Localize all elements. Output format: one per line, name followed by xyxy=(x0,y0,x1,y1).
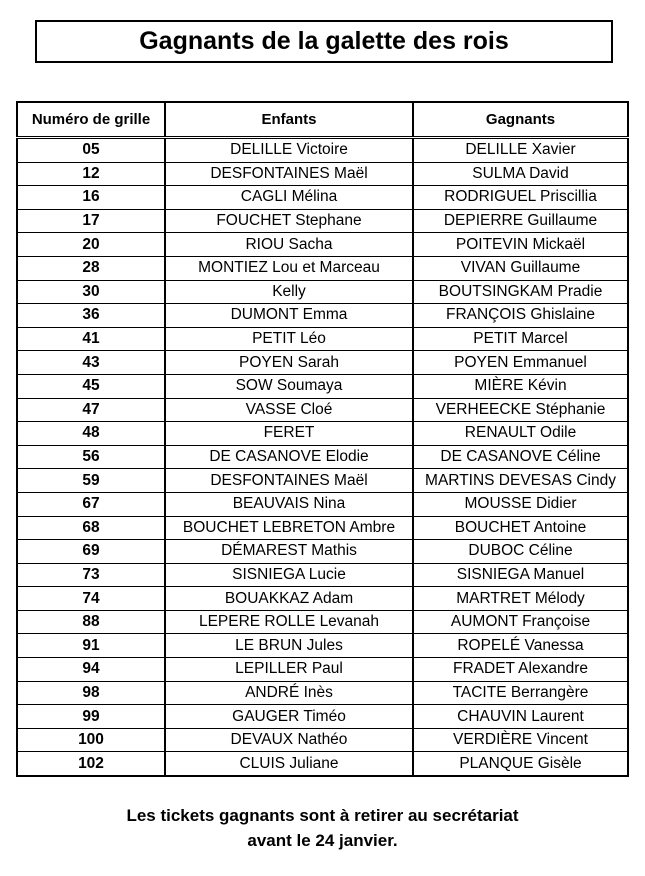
cell-winner-name: DELILLE Xavier xyxy=(413,138,628,163)
cell-winner-name: CHAUVIN Laurent xyxy=(413,705,628,729)
cell-grid-number: 67 xyxy=(17,492,165,516)
cell-child-name: GAUGER Timéo xyxy=(165,705,413,729)
table-row xyxy=(17,610,628,634)
cell-child-name: POYEN Sarah xyxy=(165,351,413,375)
cell-grid-number: 88 xyxy=(17,610,165,634)
cell-winner-name: FRANÇOIS Ghislaine xyxy=(413,304,628,328)
header-grid-number: Numéro de grille xyxy=(17,102,165,138)
table-row xyxy=(17,728,628,752)
cell-winner-name: VERHEECKE Stéphanie xyxy=(413,398,628,422)
cell-child-name: FERET xyxy=(165,422,413,446)
cell-grid-number: 16 xyxy=(17,186,165,210)
cell-winner-name: DE CASANOVE Céline xyxy=(413,445,628,469)
cell-grid-number: 20 xyxy=(17,233,165,257)
table-row xyxy=(17,681,628,705)
cell-child-name: BOUCHET LEBRETON Ambre xyxy=(165,516,413,540)
header-children: Enfants xyxy=(165,102,413,138)
table-row xyxy=(17,634,628,658)
cell-child-name: LE BRUN Jules xyxy=(165,634,413,658)
header-winners: Gagnants xyxy=(413,102,628,138)
cell-winner-name: RODRIGUEL Priscillia xyxy=(413,186,628,210)
cell-winner-name: BOUTSINGKAM Pradie xyxy=(413,280,628,304)
cell-winner-name: VIVAN Guillaume xyxy=(413,256,628,280)
cell-winner-name: DEPIERRE Guillaume xyxy=(413,209,628,233)
winners-table xyxy=(16,101,629,777)
cell-grid-number: 17 xyxy=(17,209,165,233)
cell-grid-number: 41 xyxy=(17,327,165,351)
cell-child-name: VASSE Cloé xyxy=(165,398,413,422)
cell-child-name: DE CASANOVE Elodie xyxy=(165,445,413,469)
cell-child-name: FOUCHET Stephane xyxy=(165,209,413,233)
footer-notice xyxy=(0,803,645,853)
table-row xyxy=(17,162,628,186)
table-row xyxy=(17,492,628,516)
cell-grid-number: 48 xyxy=(17,422,165,446)
table-row xyxy=(17,351,628,375)
table-row xyxy=(17,658,628,682)
cell-winner-name: MARTRET Mélody xyxy=(413,587,628,611)
cell-grid-number: 94 xyxy=(17,658,165,682)
cell-grid-number: 12 xyxy=(17,162,165,186)
table-row xyxy=(17,469,628,493)
cell-child-name: SISNIEGA Lucie xyxy=(165,563,413,587)
cell-winner-name: TACITE Berrangère xyxy=(413,681,628,705)
cell-grid-number: 45 xyxy=(17,374,165,398)
cell-winner-name: BOUCHET Antoine xyxy=(413,516,628,540)
cell-child-name: DUMONT Emma xyxy=(165,304,413,328)
table-row xyxy=(17,186,628,210)
cell-child-name: DESFONTAINES Maël xyxy=(165,162,413,186)
table-row xyxy=(17,280,628,304)
cell-winner-name: RENAULT Odile xyxy=(413,422,628,446)
cell-grid-number: 98 xyxy=(17,681,165,705)
cell-child-name: DEVAUX Nathéo xyxy=(165,728,413,752)
table-row xyxy=(17,327,628,351)
cell-winner-name: MARTINS DEVESAS Cindy xyxy=(413,469,628,493)
table-row xyxy=(17,752,628,776)
cell-child-name: LEPERE ROLLE Levanah xyxy=(165,610,413,634)
table-row xyxy=(17,540,628,564)
cell-child-name: BEAUVAIS Nina xyxy=(165,492,413,516)
table-row xyxy=(17,516,628,540)
cell-grid-number: 100 xyxy=(17,728,165,752)
cell-winner-name: SULMA David xyxy=(413,162,628,186)
cell-grid-number: 73 xyxy=(17,563,165,587)
cell-child-name: DESFONTAINES Maël xyxy=(165,469,413,493)
table-row xyxy=(17,563,628,587)
cell-winner-name: DUBOC Céline xyxy=(413,540,628,564)
cell-child-name: LEPILLER Paul xyxy=(165,658,413,682)
table-row xyxy=(17,209,628,233)
table-row xyxy=(17,705,628,729)
cell-grid-number: 91 xyxy=(17,634,165,658)
cell-winner-name: MIÈRE Kévin xyxy=(413,374,628,398)
table-row xyxy=(17,587,628,611)
cell-child-name: ANDRÉ Inès xyxy=(165,681,413,705)
cell-child-name: SOW Soumaya xyxy=(165,374,413,398)
cell-grid-number: 99 xyxy=(17,705,165,729)
cell-grid-number: 102 xyxy=(17,752,165,776)
cell-grid-number: 36 xyxy=(17,304,165,328)
cell-winner-name: FRADET Alexandre xyxy=(413,658,628,682)
cell-winner-name: POITEVIN Mickaël xyxy=(413,233,628,257)
cell-winner-name: PETIT Marcel xyxy=(413,327,628,351)
cell-grid-number: 74 xyxy=(17,587,165,611)
cell-grid-number: 68 xyxy=(17,516,165,540)
table-row xyxy=(17,445,628,469)
cell-grid-number: 47 xyxy=(17,398,165,422)
cell-child-name: RIOU Sacha xyxy=(165,233,413,257)
cell-grid-number: 28 xyxy=(17,256,165,280)
cell-grid-number: 69 xyxy=(17,540,165,564)
cell-child-name: Kelly xyxy=(165,280,413,304)
cell-child-name: BOUAKKAZ Adam xyxy=(165,587,413,611)
cell-winner-name: AUMONT Françoise xyxy=(413,610,628,634)
table-row xyxy=(17,138,628,163)
cell-winner-name: ROPELÉ Vanessa xyxy=(413,634,628,658)
cell-child-name: MONTIEZ Lou et Marceau xyxy=(165,256,413,280)
table-body xyxy=(17,138,628,777)
cell-winner-name: PLANQUE Gisèle xyxy=(413,752,628,776)
cell-winner-name: MOUSSE Didier xyxy=(413,492,628,516)
cell-child-name: CAGLI Mélina xyxy=(165,186,413,210)
cell-grid-number: 05 xyxy=(17,138,165,163)
cell-winner-name: VERDIÈRE Vincent xyxy=(413,728,628,752)
table-row xyxy=(17,304,628,328)
cell-winner-name: POYEN Emmanuel xyxy=(413,351,628,375)
table-row xyxy=(17,233,628,257)
cell-child-name: PETIT Léo xyxy=(165,327,413,351)
table-row xyxy=(17,374,628,398)
page-title-box xyxy=(35,20,613,63)
cell-grid-number: 30 xyxy=(17,280,165,304)
cell-child-name: DELILLE Victoire xyxy=(165,138,413,163)
cell-child-name: CLUIS Juliane xyxy=(165,752,413,776)
cell-child-name: DÉMAREST Mathis xyxy=(165,540,413,564)
table-header-row xyxy=(17,102,628,138)
cell-grid-number: 59 xyxy=(17,469,165,493)
cell-winner-name: SISNIEGA Manuel xyxy=(413,563,628,587)
page-title: Gagnants de la galette des rois xyxy=(139,27,509,55)
footer-line-1: Les tickets gagnants sont à retirer au secrétariat xyxy=(126,806,519,825)
table-row xyxy=(17,256,628,280)
cell-grid-number: 56 xyxy=(17,445,165,469)
table-row xyxy=(17,398,628,422)
table-row xyxy=(17,422,628,446)
footer-line-2: avant le 24 janvier. xyxy=(247,831,398,850)
cell-grid-number: 43 xyxy=(17,351,165,375)
